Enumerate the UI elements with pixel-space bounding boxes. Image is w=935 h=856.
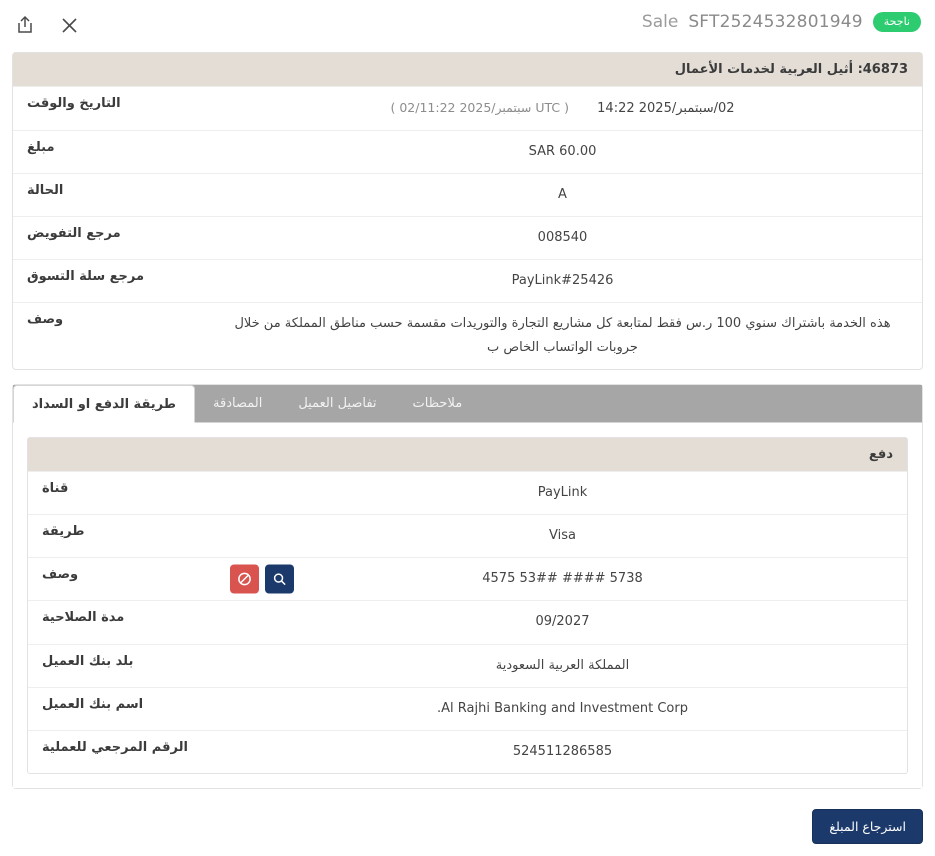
search-icon[interactable] — [265, 565, 294, 594]
row-label: وصف — [42, 567, 79, 583]
row-label: اسم بنك العميل — [42, 696, 144, 712]
summary-row-status — [13, 173, 922, 216]
row-value — [218, 558, 907, 600]
status-badge: ناجحة — [873, 12, 921, 32]
tab-panel-payment-method — [13, 423, 922, 787]
merchant-header: 46873: أثيل العربية لخدمات الأعمال — [13, 53, 922, 86]
row-label: مرجع التفويض — [27, 226, 121, 242]
top-bar-actions — [12, 12, 82, 38]
payment-row-expiry — [28, 600, 907, 643]
sale-reference: SFT2524532801949 — [688, 12, 863, 33]
row-label: بلد بنك العميل — [42, 653, 134, 669]
datetime-utc: ( 02/سبتمبر/2025 11:22 UTC ) — [390, 100, 570, 115]
summary-row-description — [13, 302, 922, 369]
summary-row-datetime — [13, 86, 922, 130]
footer-actions — [0, 803, 935, 856]
block-icon[interactable] — [230, 565, 259, 594]
payment-header: دفع — [28, 438, 907, 471]
payment-row-card-number — [28, 557, 907, 600]
row-label: مدة الصلاحية — [42, 610, 125, 626]
payment-row-bank-name — [28, 687, 907, 730]
row-label: وصف — [27, 312, 64, 328]
row-value: Al Rajhi Banking and Investment Corp. — [437, 700, 688, 716]
summary-row-cart-ref — [13, 259, 922, 302]
row-value: SAR 60.00 — [528, 144, 597, 160]
details-tabs-card — [12, 384, 923, 788]
row-value: المملكة العربية السعودية — [495, 657, 630, 673]
tab-authentication[interactable]: المصادقة — [213, 395, 263, 411]
transaction-header — [642, 12, 921, 32]
datetime-value: 02/سبتمبر/2025 14:22 — [597, 101, 735, 116]
card-actions — [230, 565, 294, 594]
row-label: قناة — [42, 481, 69, 497]
row-label: الحالة — [27, 183, 64, 199]
row-value: Visa — [549, 528, 576, 544]
tab-payment-method[interactable]: طريقة الدفع او السداد — [13, 385, 195, 423]
summary-row-auth-ref — [13, 216, 922, 259]
row-label: مرجع سلة التسوق — [27, 269, 145, 285]
payment-card — [27, 437, 908, 773]
close-icon[interactable] — [56, 12, 82, 38]
payment-row-transaction-ref — [28, 730, 907, 773]
share-icon[interactable] — [12, 12, 38, 38]
tab-bar — [13, 385, 922, 423]
top-bar — [0, 0, 935, 52]
row-value: هذه الخدمة باشتراك سنوي 100 ر.س فقط لمتابعة كل مشاريع التجارة والتوريدات مقسمة حسب مناطق المملكة من خلال جروبات الواتساب الخاص ب — [234, 316, 891, 356]
payment-row-method — [28, 514, 907, 557]
row-value: 008540 — [537, 230, 588, 246]
tab-customer-details[interactable]: تفاصيل العميل — [298, 395, 377, 411]
row-label: التاريخ والوقت — [27, 96, 121, 111]
row-value: 09/2027 — [535, 614, 590, 630]
sale-label: Sale — [641, 12, 679, 33]
payment-row-channel — [28, 471, 907, 514]
row-label: مبلغ — [27, 140, 55, 156]
row-value: PayLink — [537, 485, 588, 501]
refund-button[interactable]: استرجاع المبلغ — [812, 809, 923, 844]
row-value: PayLink#25426 — [511, 273, 614, 289]
masked-card-number: 5738 #### 53## 4575 — [482, 571, 643, 587]
row-value: 524511286585 — [512, 743, 613, 759]
row-value: A — [558, 187, 567, 203]
row-value — [203, 87, 922, 130]
summary-row-amount — [13, 130, 922, 173]
payment-row-bank-country — [28, 644, 907, 687]
row-label: الرقم المرجعي للعملية — [42, 739, 188, 755]
row-label: طريقة — [42, 524, 85, 540]
tab-notes[interactable]: ملاحظات — [412, 395, 463, 411]
transaction-summary-card — [12, 52, 923, 370]
